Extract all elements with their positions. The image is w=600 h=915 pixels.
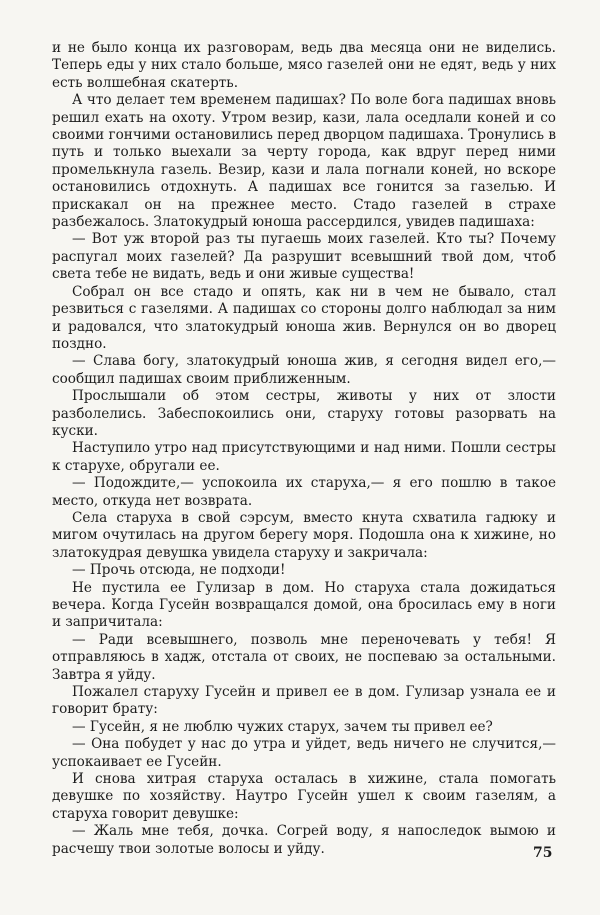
- paragraph-8: — Подождите,— успокоила их старуха,— я его пошлю в такое место, откуда нет возврата.: [52, 475, 556, 509]
- paragraph-7: Наступило утро над присутствующими и над ними. Пошли сестры к старухе, обругали ее.: [52, 440, 556, 474]
- paragraph-1: и не было конца их разговорам, ведь два месяца они не виделись. Теперь еды у них стало больше, мясо газелей они не едят, ведь у них есть волшебная скатерть.: [52, 40, 556, 91]
- paragraph-4: Собрал он все стадо и опять, как ни в чем не бывало, стал резвиться с газелями. А падишах со стороны долго наблюдал за ним и радовался, что златокудрый юноша жив. Вернулся он во дворец поздно.: [52, 283, 556, 352]
- body-text: [52, 40, 556, 858]
- paragraph-9: Села старуха в свой сэрсум, вместо кнута схватила гадюку и мигом очутилась на другом берегу моря. Подошла она к хижине, но златокудрая девушка увидела старуху и закричала:: [52, 509, 556, 561]
- paragraph-17: — Жаль мне тебя, дочка. Согрей воду, я напоследок вымою и расчешу твои золотые волосы и уйду.: [52, 823, 556, 857]
- paragraph-16: И снова хитрая старуха осталась в хижине, стала помогать девушке по хозяйству. Наутро Гусейн ушел к своим газелям, а старуха говорит девушке:: [52, 771, 556, 822]
- page-number: 75: [533, 845, 553, 861]
- paragraph-2: А что делает тем временем падишах? По воле бога падишах вновь решил ехать на охоту. Утром везир, кази, лала оседлали коней и со своими гончими остановились перед дворцом падишаха. Тронулись в путь и только выехали за черту города, как вдруг перед ними промелькнула газель. Везир, кази и лала погнали коней, но вскоре остановились отдохнуть. А падишах все гонится за газелью. И прискакал он на прежнее место. Стадо газелей в страхе разбежалось. Златокудрый юноша рассердился, увидев падишаха:: [52, 92, 556, 231]
- paragraph-10: — Прочь отсюда, не подходи!: [72, 562, 286, 579]
- paragraph-13: Пожалел старуху Гусейн и привел ее в дом. Гулизар узнала ее и говорит брату:: [52, 684, 556, 718]
- paragraph-11: Не пустила ее Гулизар в дом. Но старуха стала дожидаться вечера. Когда Гусейн возвращался домой, она бросилась ему в ноги и запричитала:: [52, 579, 556, 631]
- paragraph-14: — Гусейн, я не люблю чужих старух, зачем ты привел ее?: [72, 718, 493, 735]
- paragraph-3: — Вот уж второй раз ты пугаешь моих газелей. Кто ты? Почему распугал моих газелей? Да разрушит всевышний твой дом, чтоб света тебе не видать, ведь и они живые существа!: [52, 231, 556, 283]
- paragraph-6: Прослышали об этом сестры, животы у них от злости разболелись. Забеспокоились они, старуху готовы разорвать на куски.: [52, 388, 556, 439]
- paragraph-12: — Ради всевышнего, позволь мне переночевать у тебя! Я отправляюсь в хадж, отстала от своих, не поспеваю за остальными. Завтра я уйду.: [52, 631, 556, 683]
- paragraph-15: — Она побудет у нас до утра и уйдет, ведь ничего не случится,— успокаивает ее Гусейн.: [52, 736, 556, 770]
- paragraph-5: — Слава богу, златокудрый юноша жив, я сегодня видел его,— сообщил падишах своим приближенным.: [52, 353, 556, 387]
